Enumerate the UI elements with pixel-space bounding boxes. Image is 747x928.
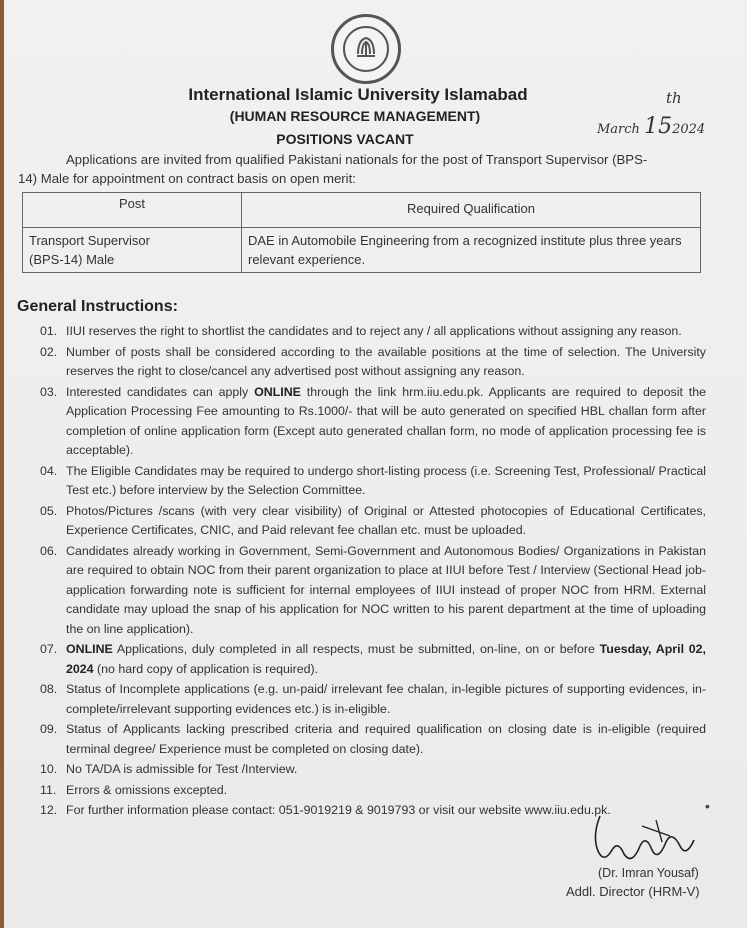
list-item <box>16 502 706 541</box>
signatory-name: (Dr. Imran Yousaf) <box>598 866 699 880</box>
page-heading: POSITIONS VACANT <box>276 131 414 147</box>
item-text-mid: Applications, duly completed in all respects, must be submitted, on-line, on or before <box>112 642 600 656</box>
item-number: 08. <box>40 682 58 696</box>
university-name: International Islamic University Islamabad <box>188 85 528 104</box>
positions-table <box>22 192 701 273</box>
item-text: Errors & omissions excepted. <box>66 782 228 797</box>
department-name: (HUMAN RESOURCE MANAGEMENT) <box>229 108 481 124</box>
item-number: 07. <box>40 642 58 656</box>
post-name: Transport Supervisor <box>29 233 150 248</box>
issue-date <box>597 114 705 139</box>
seal-emblem <box>352 34 380 62</box>
item-text-post: through the link hrm.iiu.edu.pk. Applicants are required to deposit the Application Processing Fee amounting to Rs.1000/- that will be auto generated on specified HBL challan form after completion of online application form (Except auto generated challan form, no mode of application processing fee is acceptable). <box>66 384 706 457</box>
item-text-pre: Interested candidates can apply <box>66 384 255 399</box>
item-number: 04. <box>40 463 58 478</box>
intro-line-2: 14) Male for appointment on contract basis on open merit: <box>18 171 356 186</box>
list-item <box>16 760 706 780</box>
item-number: 11. <box>40 782 57 797</box>
list-item <box>16 781 706 801</box>
item-number: 03. <box>40 384 58 399</box>
date-year: 2024 <box>672 122 706 137</box>
online-keyword: ONLINE <box>66 642 113 656</box>
list-item <box>16 383 706 461</box>
item-text: Status of Incomplete applications (e.g. un-paid/ irrelevant fee chalan, in-legible pictures of supporting evidences, in-complete/irrelevant supporting evidences etc.) is in-eligible. <box>66 682 706 716</box>
list-item <box>16 720 706 759</box>
intro-line-1: Applications are invited from qualified Pakistani nationals for the post of Transport Supervisor (BPS- <box>66 152 648 167</box>
qualification-cell: DAE in Automobile Engineering from a recognized institute plus three years relevant experience. <box>242 228 701 273</box>
list-item <box>16 680 706 719</box>
list-item <box>16 343 706 382</box>
item-number: 01. <box>40 324 58 338</box>
table-row <box>23 228 701 273</box>
item-text-post: (no hard copy of application is required). <box>93 661 319 676</box>
item-number: 06. <box>40 543 58 558</box>
closing-date: Tuesday, April 02, 2024 <box>66 642 706 676</box>
column-header-qualification: Required Qualification <box>242 193 701 228</box>
list-item <box>16 462 706 501</box>
date-suffix: th <box>666 89 682 107</box>
university-seal-icon <box>331 14 401 84</box>
item-text: The Eligible Candidates may be required to undergo short-listing process (i.e. Screening Test, Professional/ Practical Test etc.) before interview by the Selection Committee. <box>66 463 706 497</box>
item-text: For further information please contact: 051-9019219 & 9019793 or visit our website www.iiu.edu.pk. <box>66 803 611 817</box>
item-text: IIUI reserves the right to shortlist the candidates and to reject any / all applications without assigning any reason. <box>66 324 682 338</box>
item-text: Number of posts shall be considered according to the available positions at the time of selection. The University reserves the right to close/cancel any advertised post without assigning any reason. <box>66 344 706 378</box>
table-header-row <box>23 193 701 228</box>
instructions-list <box>16 322 706 822</box>
list-item <box>16 640 706 679</box>
column-header-post: Post <box>23 193 242 228</box>
item-number: 05. <box>40 503 58 518</box>
item-number: 02. <box>40 344 58 359</box>
item-text: No TA/DA is admissible for Test /Interview. <box>66 762 298 776</box>
post-grade: (BPS-14) Male <box>29 252 115 267</box>
ink-mark: • <box>705 798 710 814</box>
item-text: Photos/Pictures /scans (with very clear visibility) of Original or Attested photocopies of Educational Certificates, Experience Certificates, CNIC, and Paid relevant fee challan etc. must be uploaded. <box>66 503 706 537</box>
date-month: March <box>597 122 640 137</box>
item-text: Status of Applicants lacking prescribed criteria and required qualification on closing date is in-eligible (required terminal degree/ Experience must be completed on closing date). <box>66 722 706 756</box>
signatory-title: Addl. Director (HRM-V) <box>566 884 700 899</box>
item-number: 10. <box>40 762 58 776</box>
item-number: 09. <box>40 722 58 736</box>
item-number: 12. <box>40 803 58 817</box>
intro-paragraph <box>18 150 708 188</box>
post-cell <box>23 228 242 273</box>
instructions-heading: General Instructions: <box>17 298 178 315</box>
list-item <box>16 542 706 640</box>
date-day: 15 <box>644 114 673 139</box>
online-keyword: ONLINE <box>254 384 301 399</box>
item-text: Candidates already working in Government, Semi-Government and Autonomous Bodies/ Organizations in Pakistan are required to obtain NOC from their parent organization to place at IIUI before Test / Interview (Sectional Head job-application forwarding note is sufficient for internal employees of IIUI instead of proper NOC from HRM. External candidate may upload the snap of his application for NOC written to his parent department at the time of uploading the on line application). <box>66 543 706 636</box>
list-item <box>16 322 706 342</box>
